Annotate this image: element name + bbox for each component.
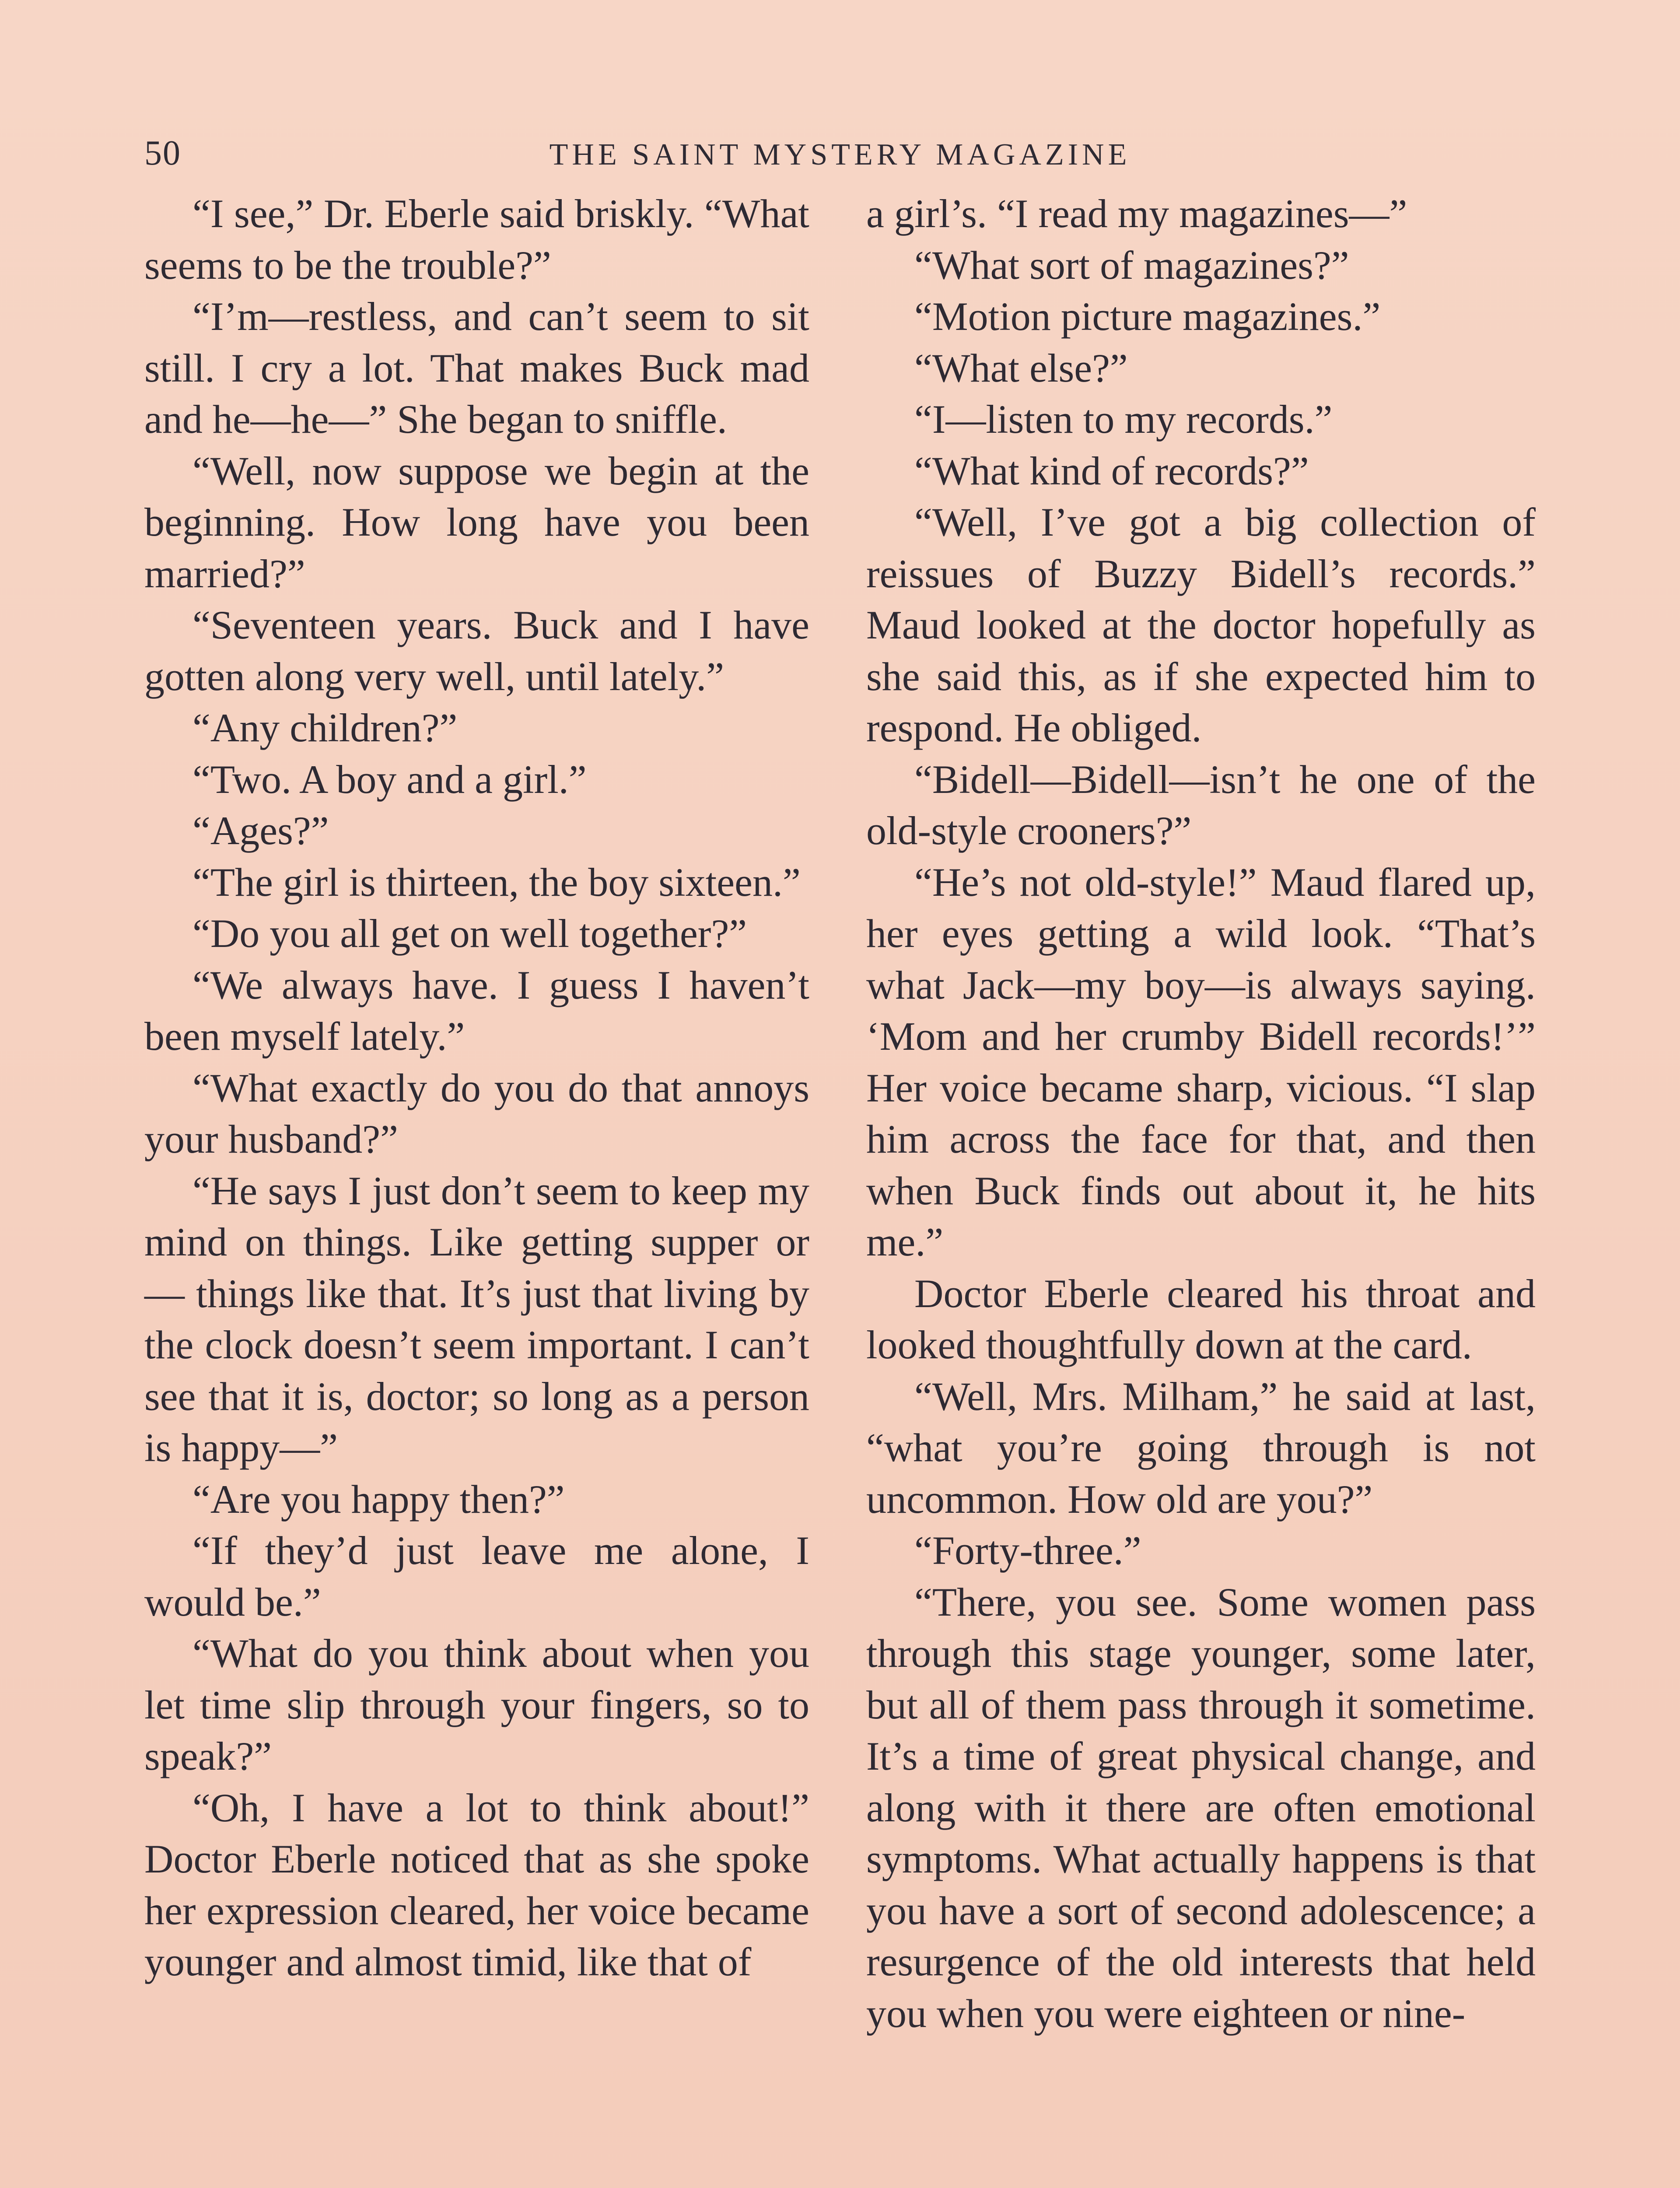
paragraph: “Forty-three.”	[914, 1528, 1141, 1573]
paragraph: “If they’d just leave me alone, I would be.”	[144, 1528, 809, 1624]
paragraph: “I see,” Dr. Eberle said briskly. “What seems to be the trouble?”	[144, 191, 809, 288]
paragraph: “Well, now suppose we begin at the beginning. How long have you been married?”	[144, 448, 809, 596]
paragraph: “What kind of records?”	[914, 448, 1309, 493]
paragraph: “Bidell—Bidell—isn’t he one of the old-style crooners?”	[866, 757, 1536, 853]
paragraph: “There, you see. Some women pass through this stage younger, some later, but all of them pass through it sometime. It’s a time of great physical change, and along with it there are often emotional symptoms. What actually happens is that you have a sort of second adolescence; a resurgence of the old interests that held you when you were eighteen or nine-	[866, 1579, 1536, 2036]
paragraph: “He’s not old-style!” Maud flared up, her eyes getting a wild look. “That’s what Jack—my boy—is always saying. ‘Mom and her crumby Bidell records!’” Her voice became sharp, vicious. “I slap him across the face for that, and then when Buck finds out about it, he hits me.”	[866, 859, 1536, 1264]
paragraph: “What sort of magazines?”	[914, 242, 1349, 288]
right-column	[866, 188, 1536, 2039]
paragraph: “Two. A boy and a girl.”	[192, 757, 587, 802]
page-header	[144, 129, 1536, 182]
paragraph: “Seventeen years. Buck and I have gotten along very well, until lately.”	[144, 603, 809, 699]
page-number: 50	[144, 134, 181, 172]
running-title: THE SAINT MYSTERY MAGAZINE	[549, 138, 1131, 172]
paragraph: “Do you all get on well together?”	[192, 911, 747, 956]
paragraph: “I—listen to my records.”	[914, 397, 1333, 442]
paragraph: “Oh, I have a lot to think about!” Doctor Eberle noticed that as she spoke her expression cleared, her voice became younger and almost timid, like that of	[144, 1785, 809, 1984]
paragraph: “I’m—restless, and can’t seem to sit still. I cry a lot. That makes Buck mad and he—he—” She began to sniffle.	[144, 294, 809, 442]
paragraph: “Are you happy then?”	[192, 1476, 565, 1522]
paragraph: “What else?”	[914, 345, 1128, 390]
paragraph: “What do you think about when you let time slip through your fingers, so to speak?”	[144, 1631, 809, 1778]
left-column	[144, 188, 809, 1988]
paragraph: “What exactly do you do that annoys your husband?”	[144, 1065, 809, 1161]
paragraph: Doctor Eberle cleared his throat and looked thoughtfully down at the card.	[866, 1271, 1536, 1367]
paragraph: “Well, Mrs. Milham,” he said at last, “what you’re going through is not uncommon. How old are you?”	[866, 1374, 1536, 1522]
paragraph: “Any children?”	[192, 705, 458, 750]
paragraph-continuation: a girl’s. “I read my magazines—”	[866, 191, 1407, 236]
paragraph: “We always have. I guess I haven’t been myself lately.”	[144, 962, 809, 1059]
paragraph: “Ages?”	[192, 808, 329, 853]
paragraph: “The girl is thirteen, the boy sixteen.”	[192, 859, 801, 905]
paragraph: “He says I just don’t seem to keep my mind on things. Like getting supper or — things like that. It’s just that living by the clock doesn’t seem important. I can’t see that it is, doctor; so long as a person is happy—”	[144, 1168, 809, 1470]
paragraph: “Well, I’ve got a big collection of reissues of Buzzy Bidell’s records.” Maud looked at the doctor hopefully as she said this, as if she expected him to respond. He obliged.	[866, 500, 1536, 750]
paragraph: “Motion picture magazines.”	[914, 294, 1381, 339]
